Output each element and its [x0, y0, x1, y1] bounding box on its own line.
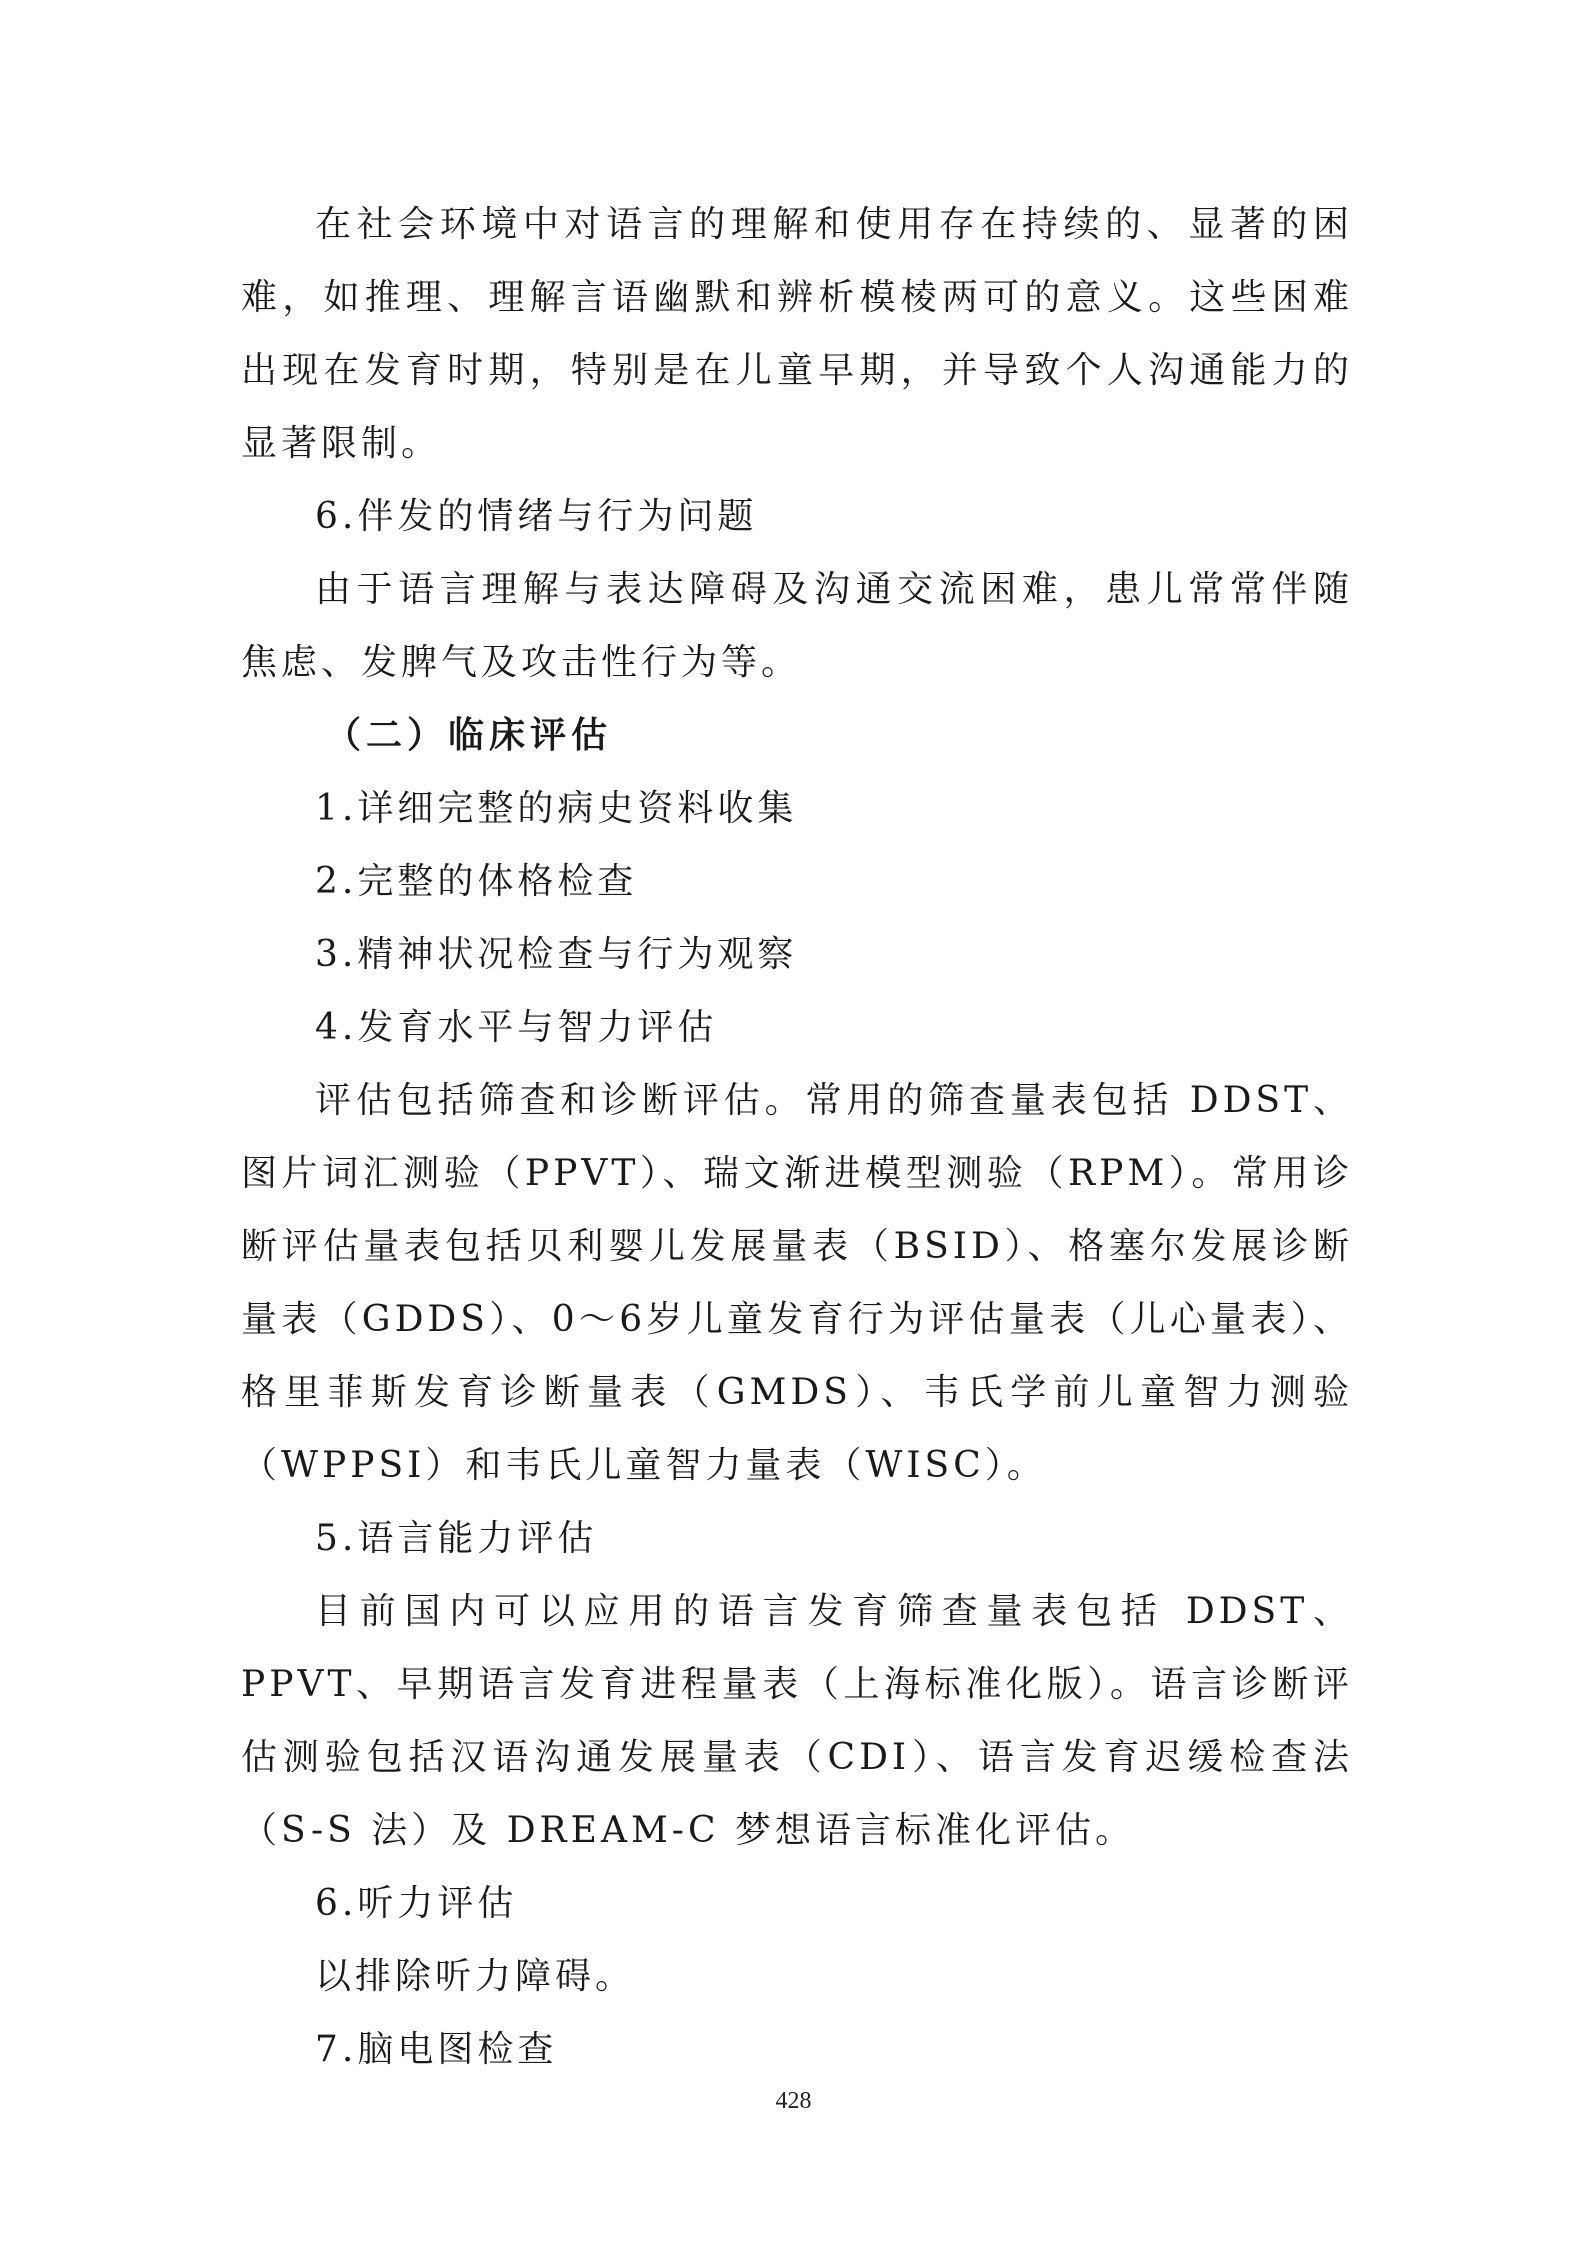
paragraph-language-scales: 目前国内可以应用的语言发育筛查量表包括 DDST、PPVT、早期语言发育进程量表（上海标准化版）。语言诊断评估测验包括汉语沟通发展量表（CDI）、语言发育迟缓检查法（S-S 法）及 DREAM-C 梦想语言标准化评估。: [241, 1591, 1353, 1851]
heading-mental-status-exam: 3.精神状况检查与行为观察: [315, 934, 798, 975]
paragraph-emotional-behavior: 由于语言理解与表达障碍及沟通交流困难，患儿常常伴随焦虑、发脾气及攻击性行为等。: [241, 569, 1353, 683]
page-number: 428: [775, 2088, 812, 2114]
document-body: [241, 188, 1353, 2086]
paragraph-assessment-scales: 评估包括筛查和诊断评估。常用的筛查量表包括 DDST、图片词汇测验（PPVT）、瑞文渐进模型测验（RPM）。常用诊断评估量表包括贝利婴儿发展量表（BSID）、格塞尔发展诊断量表（GDDS）、0～6岁儿童发育行为评估量表（儿心量表）、格里菲斯发育诊断量表（GMDS）、韦氏学前儿童智力测验（WPPSI）和韦氏儿童智力量表（WISC）。: [241, 1080, 1353, 1486]
paragraph-communication-difficulty: 在社会环境中对语言的理解和使用存在持续的、显著的困难，如推理、理解言语幽默和辨析模棱两可的意义。这些困难出现在发育时期，特别是在儿童早期，并导致个人沟通能力的显著限制。: [241, 204, 1353, 464]
heading-emotional-behavior-problems: 6.伴发的情绪与行为问题: [315, 496, 758, 537]
heading-eeg-exam: 7.脑电图检查: [315, 2029, 558, 2070]
section-heading-clinical-assessment: （二）临床评估: [325, 714, 613, 756]
heading-hearing-assessment: 6.听力评估: [315, 1883, 518, 1924]
heading-language-assessment: 5.语言能力评估: [315, 1518, 598, 1559]
heading-history-collection: 1.详细完整的病史资料收集: [315, 788, 798, 829]
paragraph-hearing: 以排除听力障碍。: [315, 1956, 636, 1997]
heading-development-intelligence: 4.发育水平与智力评估: [315, 1007, 718, 1048]
heading-physical-exam: 2.完整的体格检查: [315, 861, 638, 902]
